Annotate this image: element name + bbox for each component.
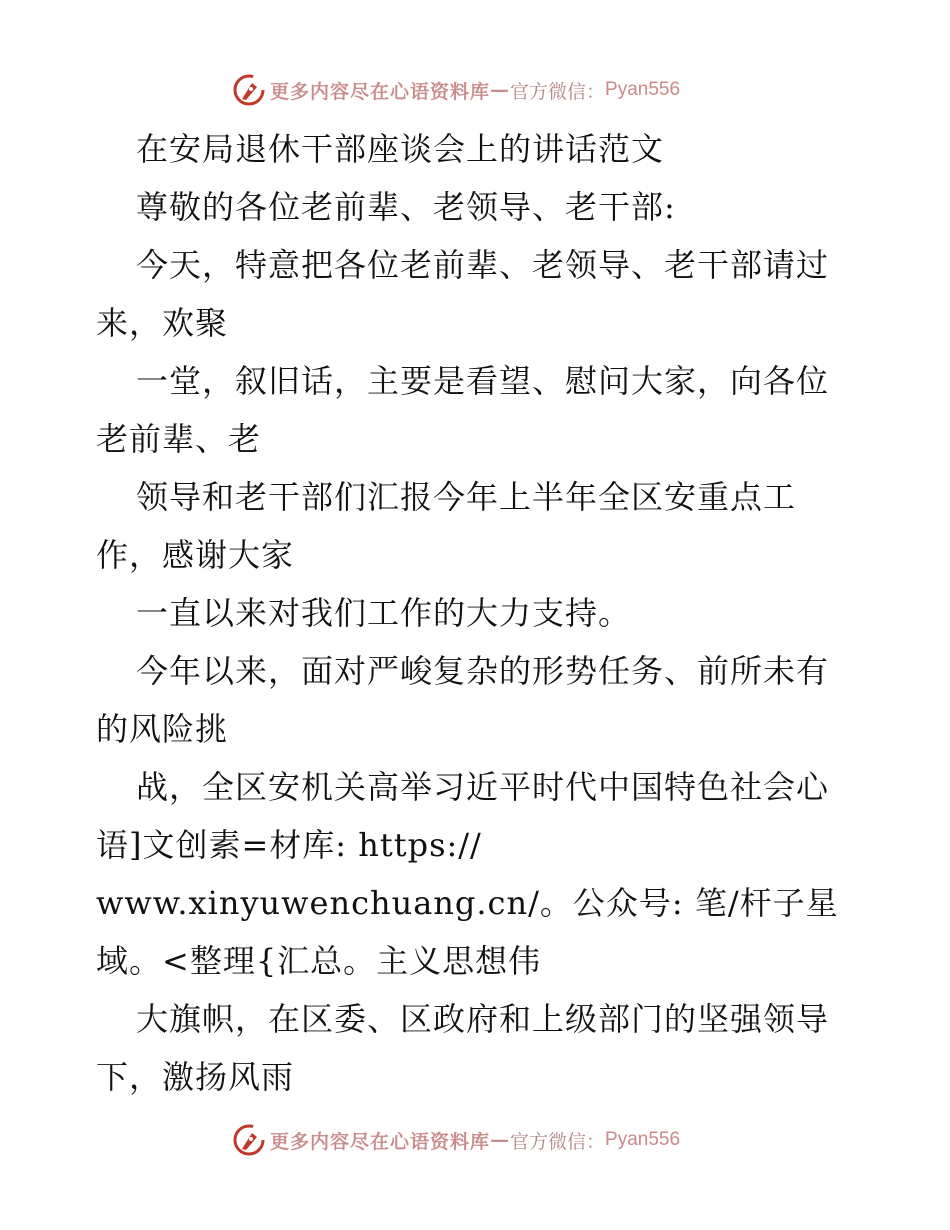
- document-line: 域。<整理{汇总。主义思想伟: [96, 942, 542, 980]
- document-line: 老前辈、老: [96, 420, 262, 458]
- document-line: 下，激扬风雨: [96, 1058, 295, 1096]
- banner-wechat-label: 官方微信：: [510, 1130, 606, 1153]
- document-body: [96, 120, 856, 1106]
- document-line: 今天，特意把各位老前辈、老领导、老干部请过: [136, 246, 830, 284]
- document-url-line: www.xinyuwenchuang.cn/。公众号: 笔/杆子星: [96, 884, 839, 922]
- document-line: 作，感谢大家: [96, 536, 295, 574]
- document-line: 战，全区安机关高举习近平时代中国特色社会心: [136, 768, 830, 806]
- header-banner: [232, 72, 680, 108]
- banner-wechat-id: Pyan556: [605, 1129, 681, 1150]
- document-line: 的风险挑: [96, 710, 229, 748]
- document-title: 在安局退休干部座谈会上的讲话范文: [136, 130, 665, 168]
- banner-wechat-label: 官方微信：: [510, 80, 606, 103]
- footer-banner: [232, 1122, 680, 1158]
- banner-dash: —: [490, 79, 511, 101]
- document-line: 一直以来对我们工作的大力支持。: [136, 594, 632, 632]
- banner-dash: —: [490, 1129, 511, 1151]
- pen-nib-logo-icon: [232, 1123, 266, 1157]
- document-line: 语]文创素=材库: https://: [96, 826, 482, 864]
- document-line: 来，欢聚: [96, 304, 229, 342]
- document-line: 一堂，叙旧话，主要是看望、慰问大家，向各位: [136, 362, 830, 400]
- document-line: 大旗帜，在区委、区政府和上级部门的坚强领导: [136, 1000, 830, 1038]
- pen-nib-logo-icon: [232, 73, 266, 107]
- document-line: 今年以来，面对严峻复杂的形势任务、前所未有: [136, 652, 830, 690]
- document-line: 尊敬的各位老前辈、老领导、老干部:: [136, 188, 676, 226]
- document-line: 领导和老干部们汇报今年上半年全区安重点工: [136, 478, 797, 516]
- banner-wechat-id: Pyan556: [605, 79, 681, 100]
- banner-title: 更多内容尽在心语资料库: [270, 1130, 491, 1153]
- banner-title: 更多内容尽在心语资料库: [270, 80, 491, 103]
